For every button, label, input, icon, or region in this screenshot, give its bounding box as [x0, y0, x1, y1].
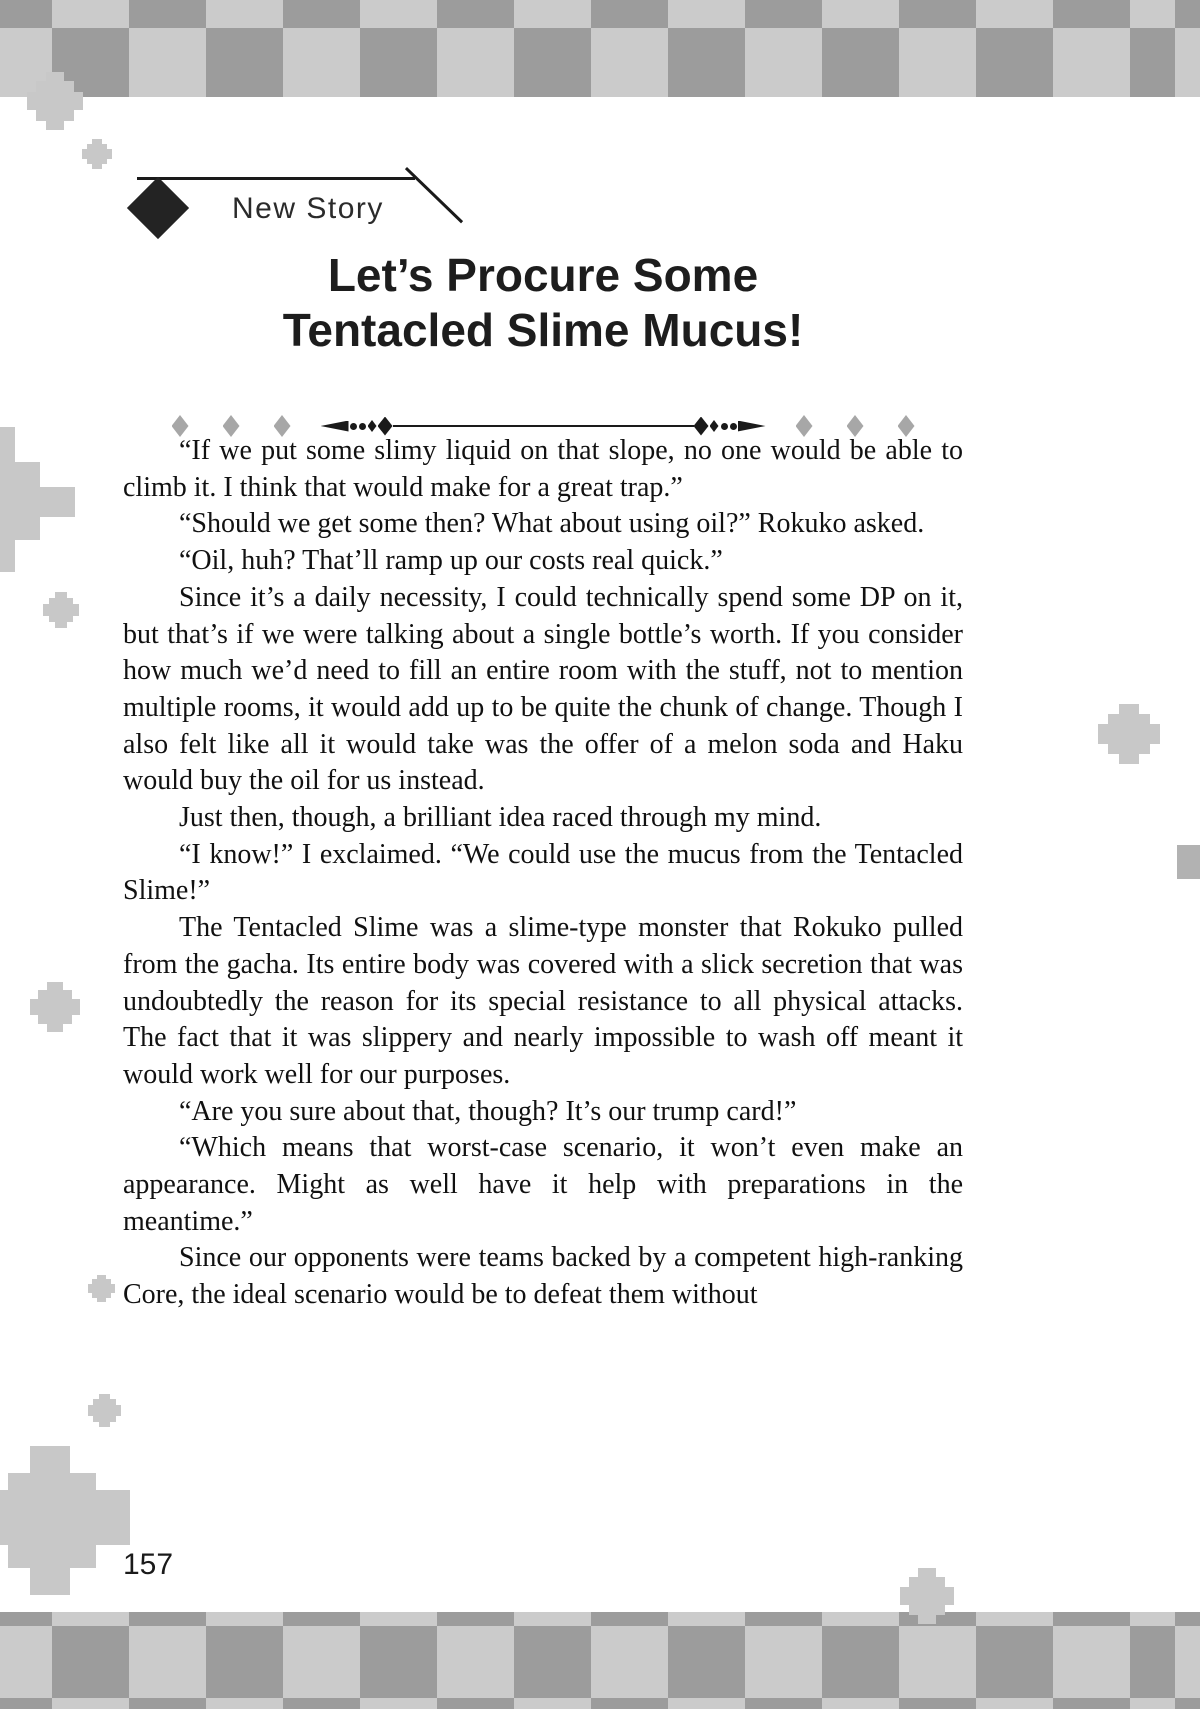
bottom-border-row1	[0, 1612, 1200, 1626]
divider-arrow-icon	[321, 421, 349, 432]
divider-diamond-icon	[368, 420, 377, 432]
pixel-plus-icon	[82, 139, 112, 169]
divider-dot-icon	[350, 423, 357, 430]
pixel-plus-icon	[900, 1568, 954, 1624]
pixel-plus-icon	[1098, 704, 1160, 764]
chapter-title-line2: Tentacled Slime Mucus!	[282, 304, 804, 356]
pixel-plus-icon	[0, 1490, 130, 1545]
pixel-plus-icon	[43, 592, 79, 628]
body-paragraph: Since our opponents were teams backed by a competent high-ranking Core, the ideal scenario would be to defeat them without	[123, 1242, 963, 1311]
divider-diamond-icon	[710, 420, 719, 432]
body-paragraph: Just then, though, a brilliant idea raced through my mind.	[179, 802, 822, 834]
body-paragraph: “If we put some slimy liquid on that slope, no one would be able to climb it. I think that would make for a great trap.”	[123, 435, 963, 503]
chapter-title	[123, 248, 963, 358]
bottom-border-row3	[0, 1698, 1200, 1709]
bottom-border-row2	[0, 1626, 1200, 1698]
story-body	[123, 433, 963, 1314]
pixel-plus-icon	[0, 487, 75, 517]
body-paragraph: “Oil, huh? That’ll ramp up our costs real quick.”	[179, 545, 723, 577]
kicker-rule-line	[137, 177, 415, 180]
divider-arrow-icon	[738, 421, 766, 432]
kicker-label: New Story	[232, 192, 384, 225]
pixel-plus-icon	[88, 1394, 121, 1427]
body-paragraph: Since it’s a daily necessity, I could technically spend some DP on it, but that’s if we were talking about a single bottle’s worth. If you consider how much we’d need to fill an entire room with the stuff, not to mention multiple rooms, it would add up to be quite the chunk of change. Though I also felt like all it would take was the offer of a melon soda and Haku would buy the oil for us instead.	[123, 581, 963, 797]
corner-square-icon	[1177, 845, 1200, 879]
chapter-title-line1: Let’s Procure Some	[327, 249, 759, 301]
pixel-plus-icon	[30, 982, 80, 1032]
pixel-plus-icon	[27, 72, 83, 130]
kicker-diamond-icon	[127, 177, 189, 239]
body-paragraph: “Which means that worst-case scenario, it won’t even make an appearance. Might as well have it help with preparations in the meantime.”	[123, 1132, 963, 1237]
top-border-row2	[0, 28, 1200, 97]
divider-dot-icon	[359, 423, 366, 430]
divider-rule	[393, 425, 694, 428]
kicker-slash-line	[405, 167, 463, 223]
pixel-plus-icon	[88, 1275, 115, 1302]
body-paragraph: “I know!” I exclaimed. “We could use the mucus from the Tentacled Slime!”	[123, 838, 963, 907]
divider-dot-icon	[730, 423, 737, 430]
body-paragraph: “Should we get some then? What about using oil?” Rokuko asked.	[179, 508, 925, 540]
page-number: 157	[123, 1548, 174, 1581]
top-border-row1	[0, 0, 1200, 28]
body-paragraph: “Are you sure about that, though? It’s our trump card!”	[179, 1095, 797, 1127]
divider-dot-icon	[721, 423, 728, 430]
body-paragraph: The Tentacled Slime was a slime-type monster that Rokuko pulled from the gacha. Its entire body was covered with a slick secretion that was undoubtedly the reason for its special resistance to all physical attacks. The fact that it was slippery and nearly impossible to wash off meant it would work well for our purposes.	[123, 912, 963, 1090]
